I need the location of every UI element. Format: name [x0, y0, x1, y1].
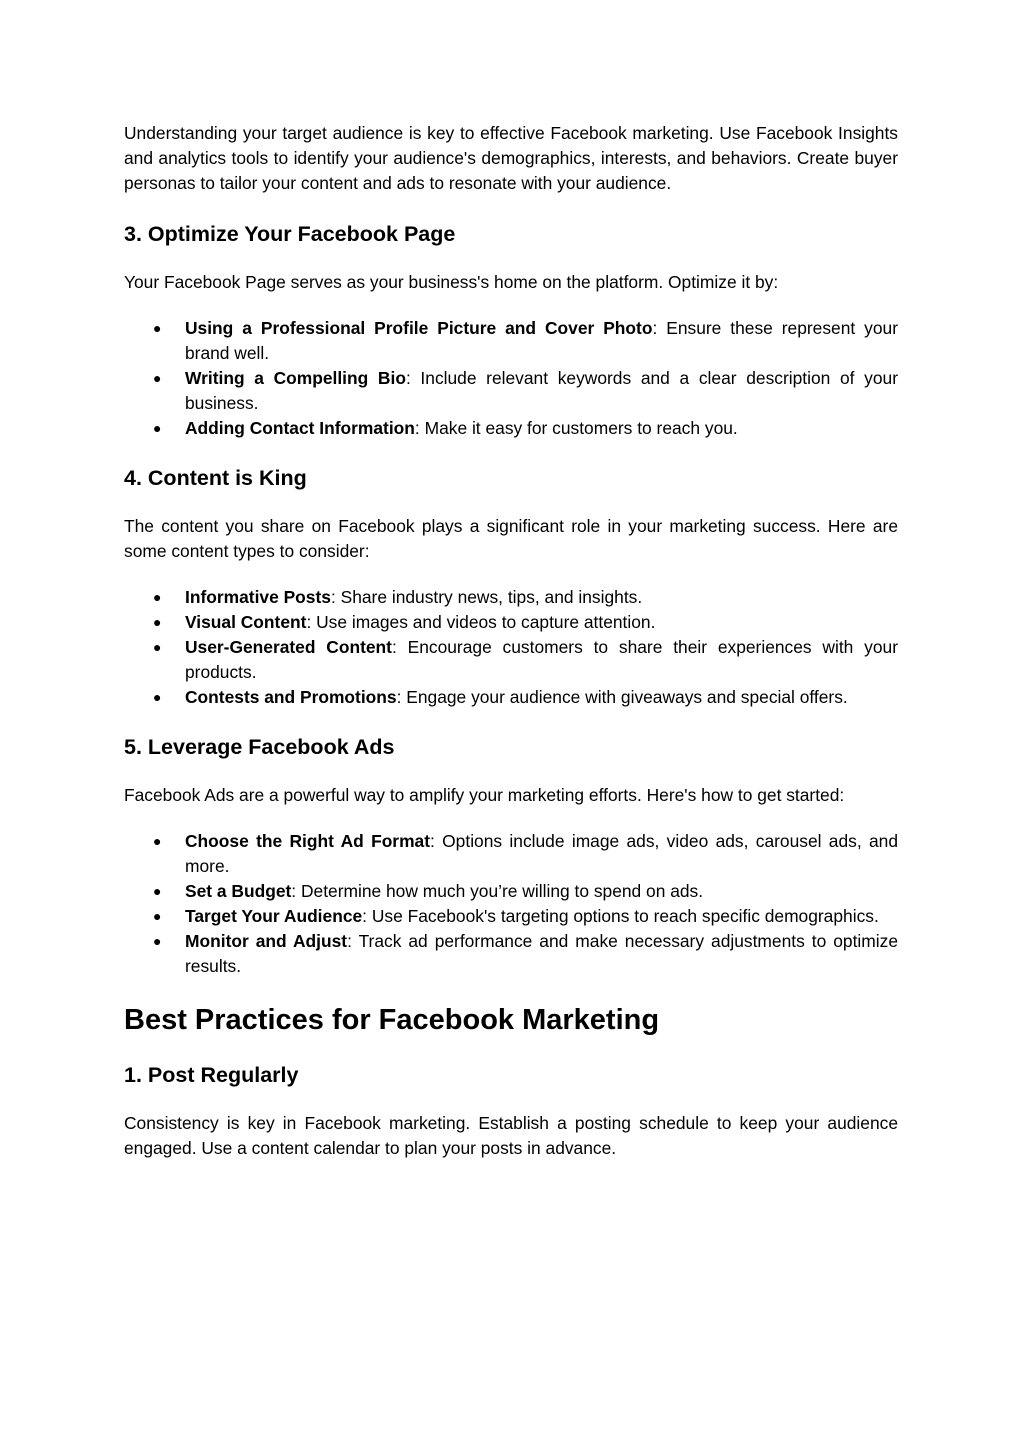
- section-heading-content-king: 4. Content is King: [124, 466, 307, 490]
- bullet-icon: ●: [153, 883, 162, 899]
- section-heading-optimize-page: 3. Optimize Your Facebook Page: [124, 222, 456, 246]
- list-item-desc: : Use Facebook's targeting options to reach specific demographics.: [362, 906, 879, 926]
- list-item-desc: : Use images and videos to capture attention.: [306, 612, 656, 632]
- bullet-list-optimize-page: [124, 316, 898, 441]
- section-paragraph-optimize-page: Your Facebook Page serves as your business's home on the platform. Optimize it by:: [124, 272, 779, 292]
- bullet-list-content-king: [124, 585, 898, 710]
- bullet-icon: ●: [153, 833, 162, 849]
- section-heading-post-regularly: 1. Post Regularly: [124, 1063, 299, 1087]
- list-item: [124, 829, 898, 879]
- list-item-term: Visual Content: [185, 612, 307, 632]
- chapter-title-best-practices: Best Practices for Facebook Marketing: [124, 1004, 660, 1036]
- list-item-term: Target Your Audience: [185, 906, 363, 926]
- list-item: [124, 904, 898, 929]
- list-item-desc: : Options include image ads, video ads, carousel ads, and more.: [185, 831, 898, 876]
- bullet-icon: ●: [153, 614, 162, 630]
- intro-paragraph: Understanding your target audience is key to effective Facebook marketing. Use Facebook Insights and analytics tools to identify your audience's demographics, interests, and behaviors. Create buyer personas to tailor your content and ads to resonate with your audience.: [124, 123, 898, 193]
- bullet-icon: ●: [153, 589, 162, 605]
- list-item-term: Choose the Right Ad Format: [185, 831, 431, 851]
- list-item-term: Using a Professional Profile Picture and Cover Photo: [185, 318, 653, 338]
- section-paragraph-post-regularly: Consistency is key in Facebook marketing. Establish a posting schedule to keep your audience engaged. Use a content calendar to plan your posts in advance.: [124, 1113, 898, 1158]
- list-item: [124, 366, 898, 416]
- list-item: [124, 416, 898, 441]
- section-heading-facebook-ads: 5. Leverage Facebook Ads: [124, 735, 395, 759]
- list-item-desc: : Make it easy for customers to reach you.: [414, 418, 738, 438]
- list-item-desc: : Share industry news, tips, and insights.: [330, 587, 643, 607]
- list-item: [124, 610, 898, 635]
- list-item: [124, 879, 898, 904]
- bullet-icon: ●: [153, 370, 162, 386]
- list-item-term: Contests and Promotions: [185, 687, 397, 707]
- list-item-desc: : Track ad performance and make necessary adjustments to optimize results.: [185, 931, 898, 976]
- list-item-term: Adding Contact Information: [185, 418, 415, 438]
- list-item-desc: : Determine how much you’re willing to spend on ads.: [291, 881, 704, 901]
- list-item-term: Monitor and Adjust: [185, 931, 348, 951]
- list-item: [124, 929, 898, 979]
- list-item-desc: : Encourage customers to share their experiences with your products.: [185, 637, 898, 682]
- bullet-icon: ●: [153, 908, 162, 924]
- bullet-icon: ●: [153, 639, 162, 655]
- list-item-term: User-Generated Content: [185, 637, 392, 657]
- bullet-list-facebook-ads: [124, 829, 898, 979]
- section-paragraph-facebook-ads: Facebook Ads are a powerful way to amplify your marketing efforts. Here's how to get started:: [124, 785, 845, 805]
- list-item: [124, 685, 898, 710]
- bullet-icon: ●: [153, 320, 162, 336]
- list-item-desc: : Include relevant keywords and a clear description of your business.: [185, 368, 898, 413]
- list-item: [124, 316, 898, 366]
- bullet-icon: ●: [153, 689, 162, 705]
- list-item: [124, 585, 898, 610]
- document-page: [124, 121, 898, 1161]
- list-item-term: Informative Posts: [185, 587, 331, 607]
- bullet-icon: ●: [153, 420, 162, 436]
- list-item-term: Set a Budget: [185, 881, 292, 901]
- list-item: [124, 635, 898, 685]
- bullet-icon: ●: [153, 933, 162, 949]
- list-item-desc: : Engage your audience with giveaways and special offers.: [396, 687, 848, 707]
- list-item-desc: : Ensure these represent your brand well.: [185, 318, 898, 363]
- section-paragraph-content-king: The content you share on Facebook plays a significant role in your marketing success. Here are some content types to consider:: [124, 516, 898, 561]
- list-item-term: Writing a Compelling Bio: [185, 368, 406, 388]
